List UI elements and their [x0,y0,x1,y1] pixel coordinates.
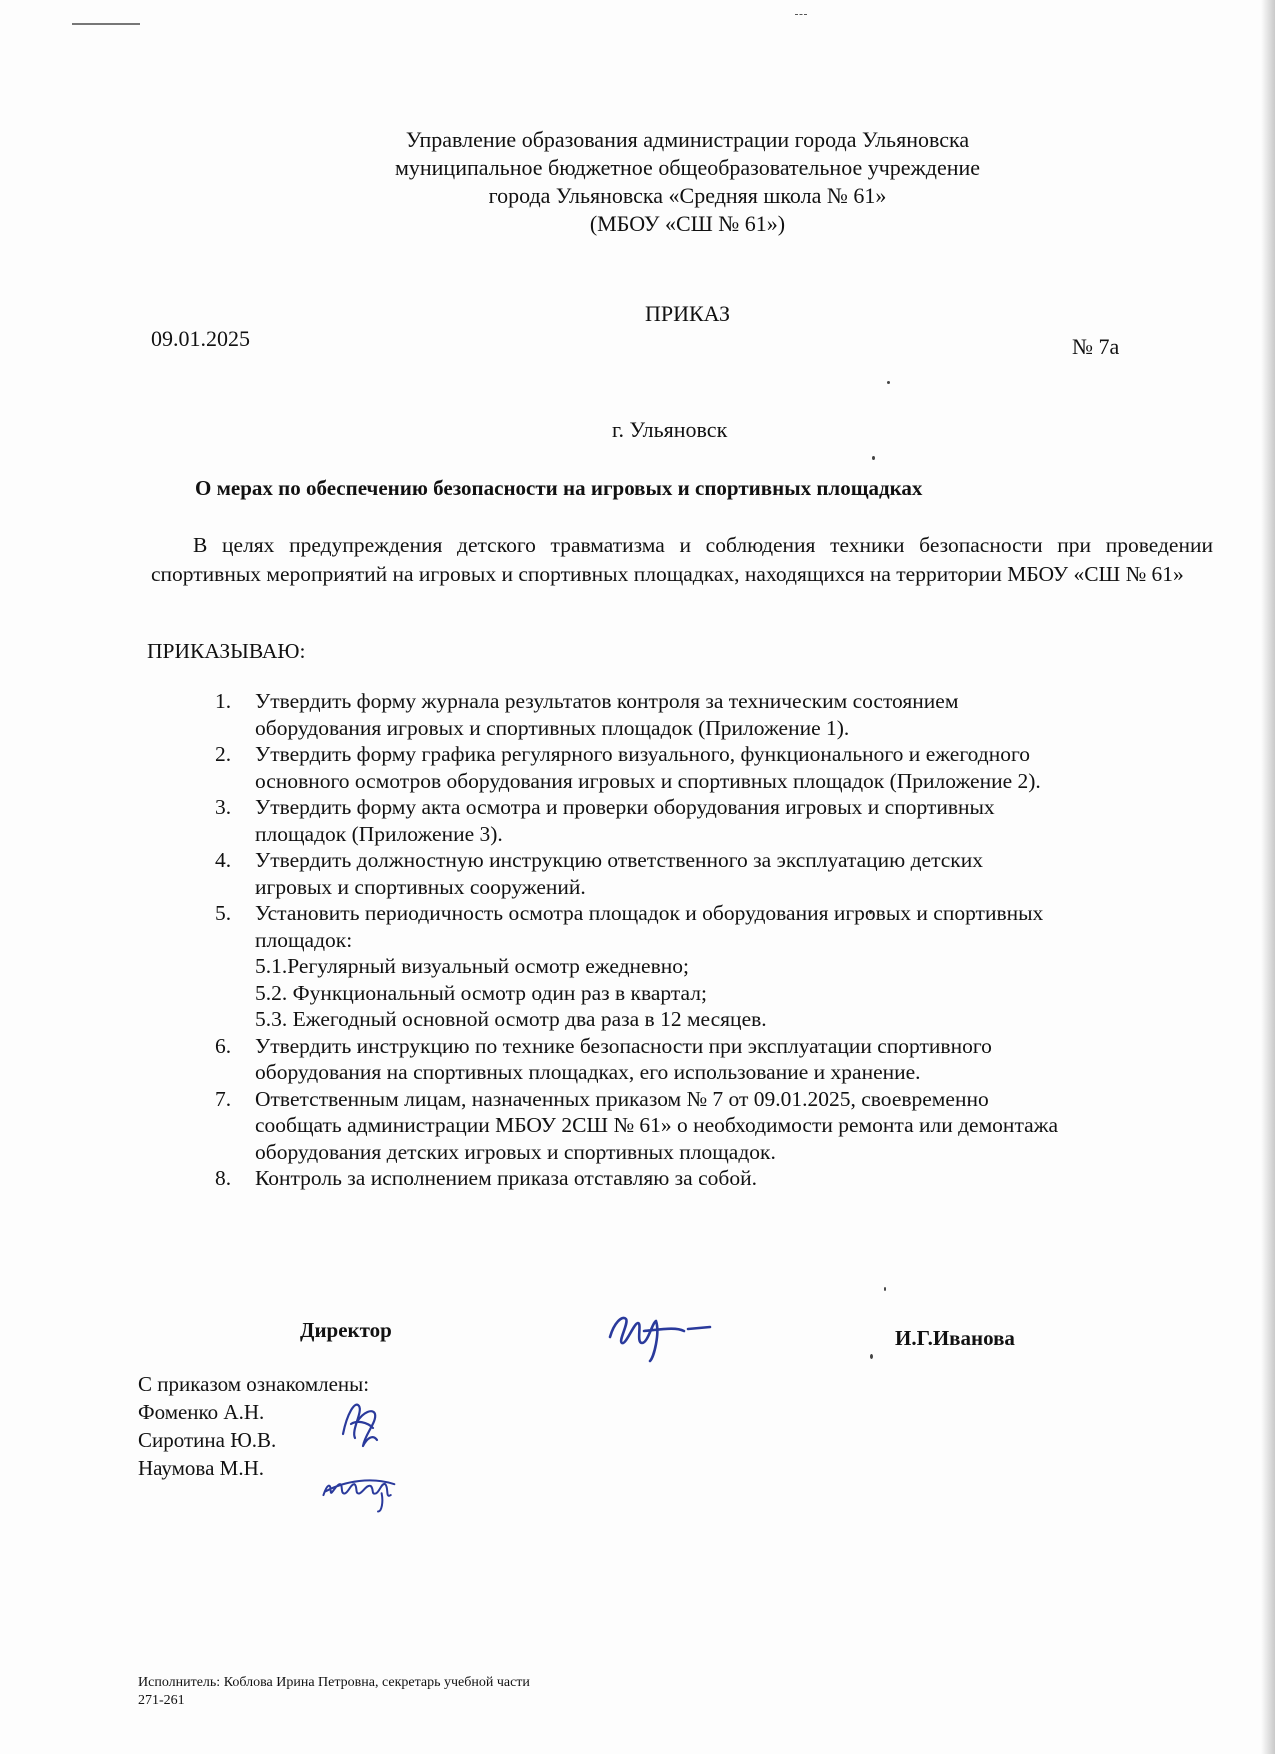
item-line: площадок (Приложение 3). [255,821,503,846]
document-title: О мерах по обеспечению безопасности на игровых и спортивных площадках [195,476,923,500]
item-line: Утвердить должностную инструкцию ответственного за эксплуатацию детских [255,848,983,872]
item-number: 6. [215,1033,232,1058]
item-line: оборудования игровых и спортивных площадок (Приложение 1). [255,715,850,740]
item-line: игровых и спортивных сооружений. [255,874,586,899]
sub-item: 5.3. Ежегодный основной осмотр два раза в 12 месяцев. [255,1007,767,1031]
list-item [215,1165,1215,1192]
list-item [215,900,1215,1033]
scan-speck [870,1354,873,1359]
signatory-name: И.Г.Иванова [895,1326,1015,1350]
sub-item: 5.2. Функциональный осмотр один раз в квартал; [255,980,707,1005]
item-line: оборудования детских игровых и спортивных площадок. [255,1139,776,1164]
order-heading: ПРИКАЗЫВАЮ: [147,639,306,663]
item-number: 2. [215,742,232,766]
preamble-paragraph: В целях предупреждения детского травматизма и соблюдения техники безопасности при проведении спортивных мероприятий на игровых и спортивных площадках, находящихся на территории МБОУ «СШ № 61» [151,533,1213,586]
scan-speck [872,456,875,460]
acknowledged-person: Наумова М.Н. [138,1456,264,1480]
item-line: Установить периодичность осмотра площадок и оборудования игровых и спортивных [255,901,1044,925]
item-line: Утвердить инструкцию по технике безопасности при эксплуатации спортивного [255,1033,992,1058]
item-line: Утвердить форму журнала результатов контроля за техническим состоянием [255,689,959,713]
item-number: 4. [215,848,232,872]
scan-mark [72,23,140,25]
list-item [215,1086,1215,1166]
item-number: 1. [215,689,232,713]
executor-phone: 271-261 [138,1693,185,1708]
item-line: Ответственным лицам, назначенных приказом № 7 от 09.01.2025, своевременно [255,1086,989,1111]
acknowledged-person: Фоменко А.Н. [138,1400,265,1424]
sub-item: 5.1.Регулярный визуальный осмотр ежедневно; [255,954,689,978]
item-line: сообщать администрации МБОУ 2СШ № 61» о необходимости ремонта или демонтажа [255,1113,1059,1137]
header-line: муниципальное бюджетное общеобразовательное учреждение [394,155,981,180]
list-item [215,1033,1215,1086]
list-item [215,794,1215,847]
document-number: № 7а [1072,334,1120,359]
scan-speck [884,1287,886,1291]
document-city: г. Ульяновск [612,417,728,442]
item-line: площадок: [255,927,353,952]
naumova-signature-image [318,1456,418,1516]
scan-mark [795,14,807,15]
document-date: 09.01.2025 [151,326,250,351]
list-item [215,847,1215,900]
scan-speck [887,381,890,384]
item-number: 3. [215,795,232,819]
item-line: Утвердить форму акта осмотра и проверки оборудования игровых и спортивных [255,795,995,819]
scan-edge-shadow [1261,0,1275,1754]
organization-header [300,126,1075,238]
item-line: Контроль за исполнением приказа отставляю за собой. [255,1166,757,1190]
document-footer [138,1674,530,1710]
acknowledgement-heading: С приказом ознакомлены: [138,1372,370,1396]
item-line: оборудования на спортивных площадках, его использование и хранение. [255,1060,921,1084]
item-number: 7. [215,1086,232,1111]
list-item [215,741,1215,794]
item-line: основного осмотров оборудования игровых и спортивных площадок (Приложение 2). [255,768,1041,793]
document-type: ПРИКАЗ [644,301,731,326]
header-line: Управление образования администрации города Ульяновска [405,127,970,152]
header-line: города Ульяновска «Средняя школа № 61» [488,183,887,208]
order-list [215,688,1215,1192]
fomenko-signature-image [333,1394,433,1454]
list-item [215,688,1215,741]
item-line: Утвердить форму графика регулярного визуального, функционального и ежегодного [255,742,1030,766]
item-number: 8. [215,1166,232,1190]
acknowledged-person: Сиротина Ю.В. [138,1428,277,1452]
header-line: (МБОУ «СШ № 61») [589,211,786,236]
sub-list [255,953,1215,1033]
executor-line: Исполнитель: Коблова Ирина Петровна, секретарь учебной части [138,1675,530,1690]
item-number: 5. [215,901,232,925]
director-signature-image [604,1293,714,1363]
signatory-role: Директор [300,1318,392,1342]
